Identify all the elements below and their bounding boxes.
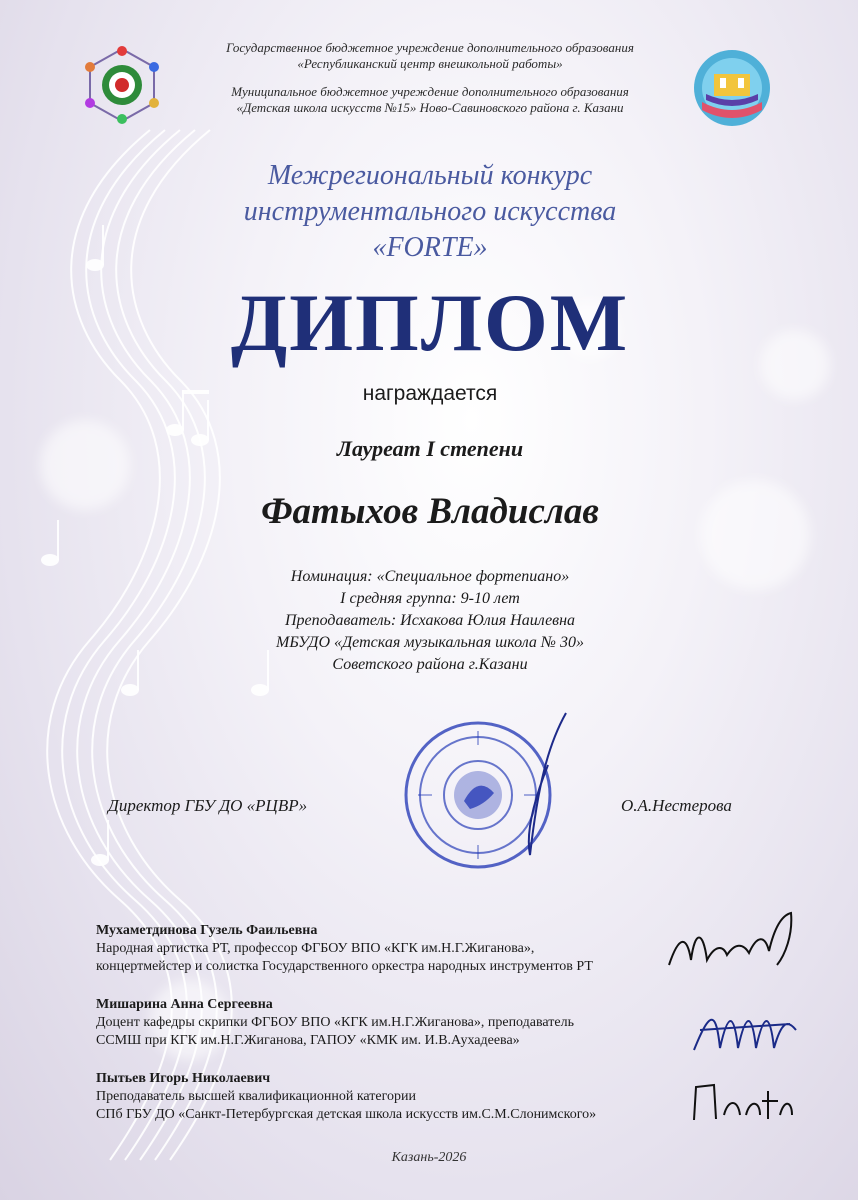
- jury-signature-3: [688, 1075, 798, 1130]
- director-position: Директор ГБУ ДО «РЦВР»: [108, 796, 308, 815]
- jury-member: [96, 996, 696, 1050]
- jury-member-name: Пытьев Игорь Николаевич: [96, 1071, 271, 1086]
- contest-title: [150, 158, 710, 266]
- contest-title-line-2: инструментального искусства: [243, 196, 617, 227]
- official-stamp-icon: [398, 705, 568, 875]
- school-name: МБУДО «Детская музыкальная школа № 30»: [276, 634, 584, 651]
- issuer-2-line-1: Муниципальное бюджетное учреждение дополнительного образования: [231, 84, 629, 99]
- place-and-year: Казань-2026: [391, 1150, 467, 1165]
- issuer-1-line-2: «Республиканский центр внешкольной работы»: [297, 56, 563, 71]
- jury-member-title: Доцент кафедры скрипки ФГБОУ ВПО «КГК им.Н.Г.Жиганова», преподаватель: [96, 1015, 574, 1030]
- contest-title-line-1: Межрегиональный конкурс: [267, 160, 593, 191]
- laureate-degree: Лауреат I степени: [336, 436, 524, 461]
- jury-member: [96, 1070, 696, 1124]
- director-name: О.А.Нестерова: [621, 796, 732, 815]
- jury-member-name: Мишарина Анна Сергеевна: [96, 997, 273, 1012]
- jury-signature-1: [665, 905, 805, 985]
- issuer-1-line-1: Государственное бюджетное учреждение дополнительного образования: [226, 40, 634, 55]
- school-district: Советского района г.Казани: [332, 656, 528, 673]
- jury-member-title: Преподаватель высшей квалификационной категории: [96, 1089, 416, 1104]
- issuers-header: [160, 40, 700, 116]
- republican-center-logo-icon: [82, 45, 162, 125]
- jury-member-name: Мухаметдинова Гузель Фаильевна: [96, 923, 318, 938]
- diploma-title: ДИПЛОМ: [230, 277, 630, 368]
- jury-member-title: СПб ГБУ ДО «Санкт-Петербургская детская школа искусств им.С.М.Слонимского»: [96, 1107, 597, 1122]
- teacher: Преподаватель: Исхакова Юлия Наилевна: [284, 612, 576, 629]
- jury-member-title: ССМШ при КГК им.Н.Г.Жиганова, ГАПОУ «КМК им. И.В.Аухадеева»: [96, 1033, 520, 1048]
- award-details: [150, 566, 710, 676]
- jury-member-title: Народная артистка РТ, профессор ФГБОУ ВПО «КГК им.Н.Г.Жиганова»,: [96, 941, 535, 956]
- jury-signature-2: [690, 1000, 800, 1060]
- recipient-name: Фатыхов Владислав: [261, 491, 599, 532]
- age-group: I средняя группа: 9-10 лет: [340, 590, 520, 607]
- art-school-logo-icon: [692, 48, 772, 128]
- contest-title-line-3: «FORTE»: [372, 232, 488, 263]
- issuer-2-line-2: «Детская школа искусств №15» Ново-Савиновского района г. Казани: [236, 100, 624, 115]
- jury-member: [96, 922, 696, 976]
- jury-member-title: концертмейстер и солистка Государственного оркестра народных инструментов РТ: [96, 959, 593, 974]
- nomination: Номинация: «Специальное фортепиано»: [290, 568, 570, 585]
- awarded-text: награждается: [362, 382, 498, 405]
